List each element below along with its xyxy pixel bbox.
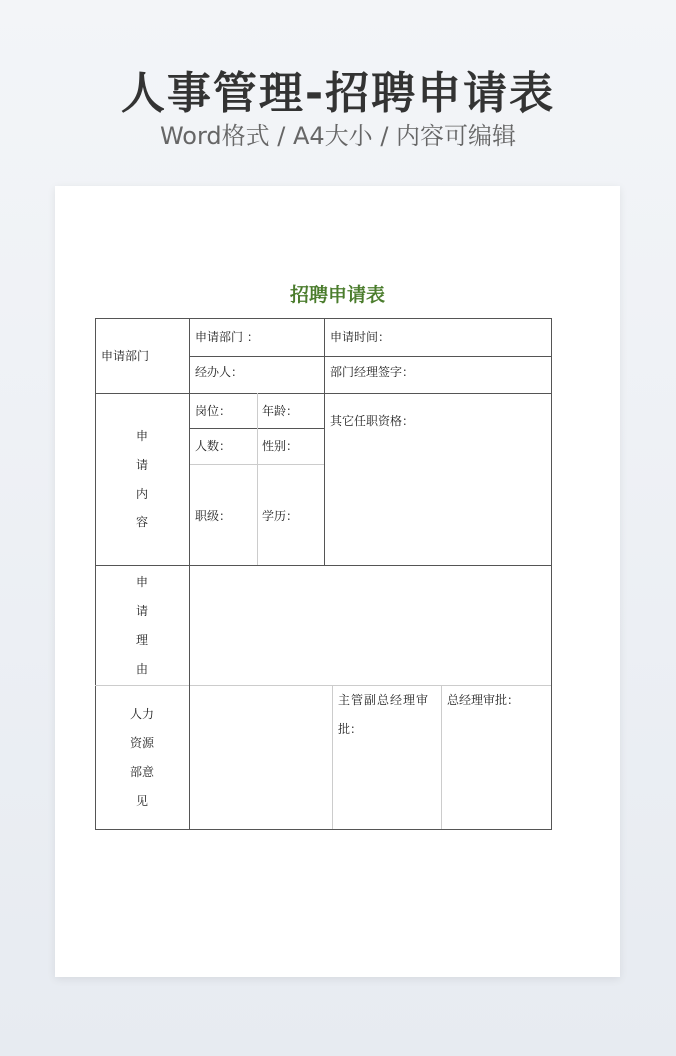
hr-label-line: 资源 [130,736,155,750]
column-divider [324,318,325,393]
level-field[interactable]: 职级： [195,509,232,523]
document-page [55,186,620,977]
column-divider [441,685,442,829]
vp-approval-field[interactable]: 主管副总经理审 [338,693,430,707]
column-divider [332,685,333,829]
education-field[interactable]: 学历： [262,509,299,523]
content-label-char: 容 [136,515,149,529]
hr-label-line: 人力 [130,707,155,721]
reason-label-char: 由 [136,662,149,676]
content-label-char: 申 [136,429,149,443]
banner-subtitle: Word格式 / A4大小 / 内容可编辑 [159,122,517,150]
banner-title: 人事管理-招聘申请表 [120,68,556,119]
position-field[interactable]: 岗位： [195,404,232,418]
manager-sign-field[interactable]: 部门经理签字： [330,365,415,379]
content-label-char: 内 [136,487,149,501]
hr-label-line: 见 [136,794,149,808]
table-border-bottom [95,829,551,830]
gender-field[interactable]: 性别： [262,439,299,453]
column-divider [257,393,258,565]
section-divider [95,393,551,394]
other-qualifications-field[interactable]: 其它任职资格： [330,414,415,428]
age-field[interactable]: 年龄： [262,404,299,418]
handler-field[interactable]: 经办人： [195,365,244,379]
reason-label-char: 理 [136,633,149,647]
reason-label-char: 请 [136,604,149,618]
column-divider [324,393,325,565]
table-border-right [551,318,552,830]
form-title: 招聘申请表 [289,284,385,306]
content-label-char: 请 [136,458,149,472]
table-border-left [95,318,96,830]
row-divider [189,356,551,357]
table-border-top [95,318,551,319]
hr-label-line: 部意 [130,765,155,779]
count-field[interactable]: 人数： [195,439,232,453]
vp-approval-field-cont: 批： [338,722,363,736]
reason-label-char: 申 [136,575,149,589]
reason-input-area[interactable] [190,566,551,685]
gm-approval-field[interactable]: 总经理审批： [447,693,520,707]
hr-opinion-area[interactable] [190,686,332,829]
apply-time-field[interactable]: 申请时间： [330,330,391,344]
dept-section-label: 申请部门 [101,349,150,363]
dept-field[interactable]: 申请部门 ： [195,330,259,344]
